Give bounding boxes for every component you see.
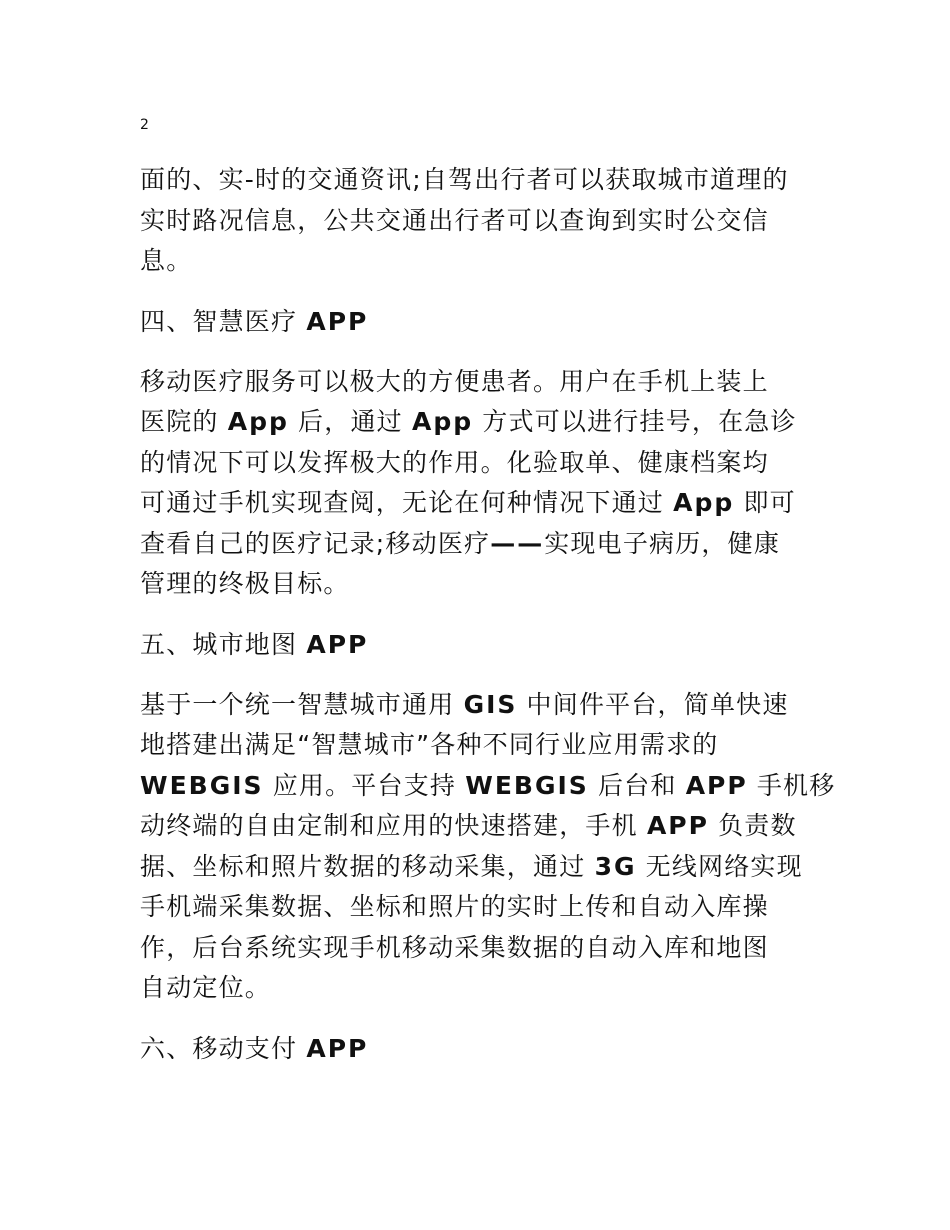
text-run: 无线网络实现 [636,851,803,881]
text-run: 实时路况信息，公共交通出行者可以查询到实时公交信 [140,205,769,235]
text-line [140,160,820,201]
text-line [140,201,820,242]
block-gap [140,665,820,685]
text-line [140,968,820,1009]
text-line [140,847,820,888]
text-run: 方式可以进行挂号，在急诊 [473,407,797,436]
section-heading [140,302,820,342]
text-run: 面的、实-时的交通资讯;自驾出行者可以获取城市道理的 [140,165,789,194]
text-line [140,443,820,484]
bold-text-run: APP [646,811,709,840]
text-run: 管理的终极目标。 [140,569,350,598]
block-gap [140,282,820,302]
text-run: 中间件平台，简单快速 [517,689,789,719]
text-run: 基于一个统一智慧城市通用 [140,689,464,719]
section-heading [140,1029,820,1069]
text-line [140,685,820,726]
text-line [140,483,820,524]
page-number: 2 [140,117,149,133]
text-line [140,766,836,807]
text-line [140,302,820,342]
text-line [140,625,820,665]
text-run: 即可 [734,488,796,517]
paragraph [140,160,820,282]
bold-text-run: 3G [594,851,637,881]
bold-text-run: APP [306,629,369,659]
text-run: 后台和 [588,770,686,800]
text-line [140,928,820,969]
paragraph [140,685,836,1009]
section-heading [140,625,820,665]
bold-text-run: App [673,488,735,517]
text-line [140,524,820,565]
text-run: 的情况下可以发挥极大的作用。化验取单、健康档案均 [140,447,769,477]
text-run: 手机端采集数据、坐标和照片的实时上传和自动入库操 [140,892,769,921]
text-line [140,1029,820,1069]
text-run: 负责数 [708,811,797,840]
bold-text-run: APP [306,306,369,336]
text-run: 地搭建出满足“智慧城市”各种不同行业应用需求的 [140,730,719,759]
text-run: 息。 [140,246,193,275]
text-line [140,887,820,928]
text-line [140,564,820,605]
text-run: 五、城市地图 [140,629,307,659]
text-run: 动终端的自由定制和应用的快速搭建，手机 [140,811,647,840]
document-body [140,160,836,1069]
bold-text-run: GIS [463,689,518,719]
text-run: 作，后台系统实现手机移动采集数据的自动入库和地图 [140,932,769,962]
bold-text-run: App [227,407,289,436]
block-gap [140,342,820,362]
block-gap [140,605,820,625]
text-run: 四、智慧医疗 [140,306,307,336]
text-run: 可通过手机实现查阅，无论在何种情况下通过 [140,488,674,517]
text-line [140,402,820,443]
text-run: 六、移动支付 [140,1033,307,1063]
bold-text-run: App [412,407,474,436]
bold-text-run: WEBGIS [465,770,589,800]
bold-text-run: WEBGIS [140,770,264,800]
paragraph [140,362,820,605]
text-run: 手机移 [747,770,836,800]
text-run: 自动定位。 [140,973,272,1002]
text-run: 据、坐标和照片数据的移动采集，通过 [140,851,595,881]
text-run: 实现电子病历，健康 [544,528,781,558]
text-run: 医院的 [140,407,228,436]
text-run: 查看自己的医疗记录;移动医疗 [140,528,491,558]
bold-text-run: —— [490,528,545,558]
block-gap [140,1009,820,1029]
bold-text-run: APP [306,1033,369,1063]
text-run: 移动医疗服务可以极大的方便患者。用户在手机上装上 [140,366,769,396]
text-run: 应用。平台支持 [263,770,466,800]
bold-text-run: APP [685,770,748,800]
text-line [140,806,820,847]
text-line [140,362,820,403]
text-line [140,241,820,282]
text-line [140,725,820,766]
text-run: 后，通过 [288,407,412,436]
